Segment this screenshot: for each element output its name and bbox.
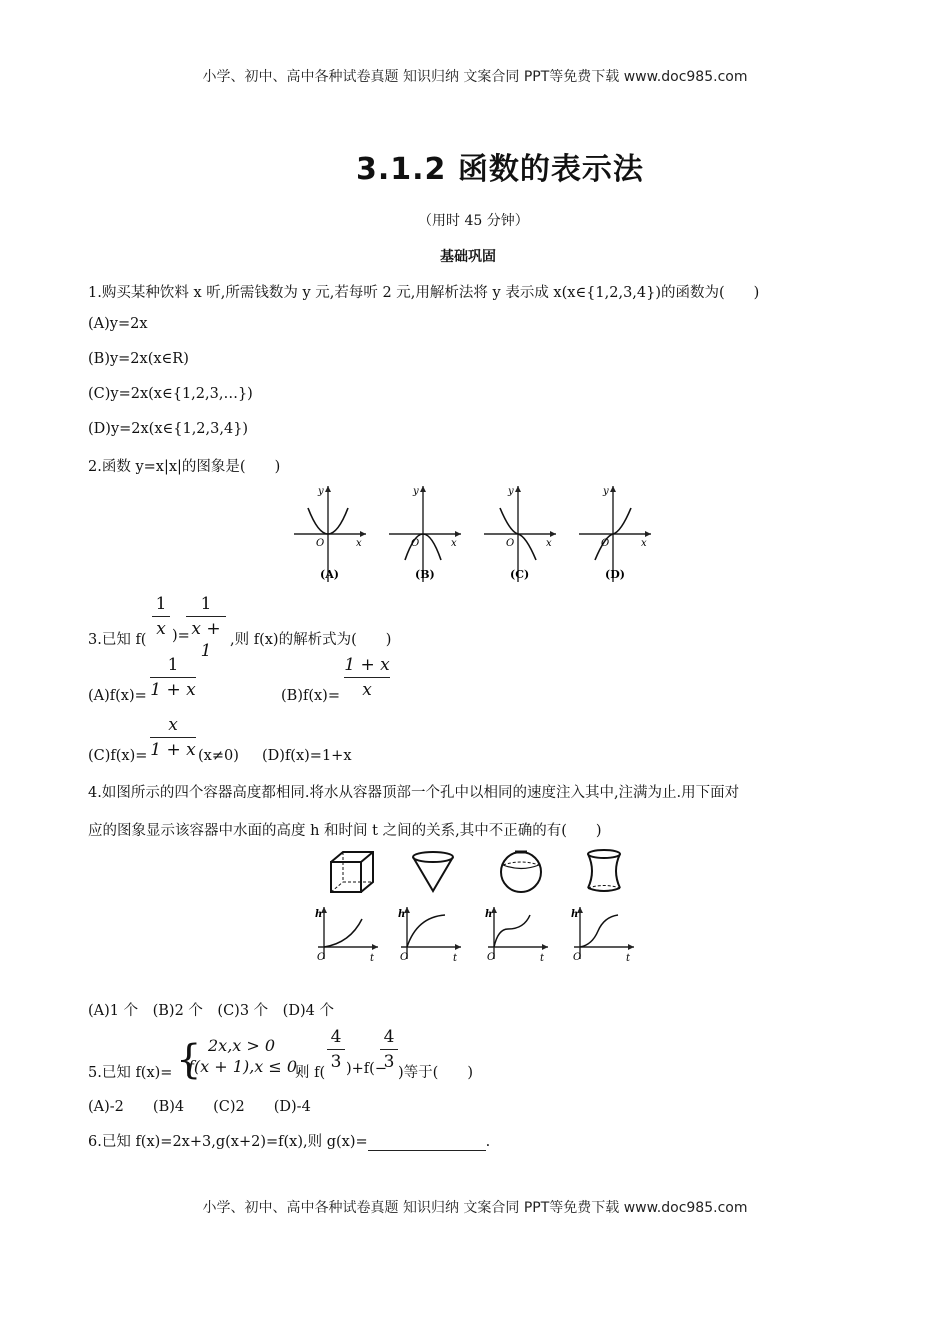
q1-option-d: (D)y=2x(x∈{1,2,3,4}) bbox=[88, 421, 249, 437]
q2-graph-d bbox=[575, 482, 655, 587]
svg-text:x: x bbox=[356, 538, 362, 549]
section-heading: 基础巩固 bbox=[440, 249, 496, 265]
svg-text:O: O bbox=[506, 538, 515, 549]
q3-option-b-prefix: (B)f(x)= bbox=[281, 688, 340, 704]
ht-graph-3 bbox=[484, 905, 552, 965]
svg-text:t: t bbox=[540, 953, 545, 964]
svg-text:h: h bbox=[485, 909, 493, 920]
q3-arg-den: x bbox=[156, 619, 166, 639]
q3-rhs-den: x + 1 bbox=[191, 619, 221, 661]
page-title: 3.1.2 函数的表示法 bbox=[356, 152, 644, 187]
svg-text:y: y bbox=[508, 486, 514, 497]
q5-fraction-1 bbox=[327, 1026, 345, 1073]
svg-text:x: x bbox=[546, 538, 552, 549]
q6-stem: 6.已知 f(x)=2x+3,g(x+2)=f(x),则 g(x)= bbox=[88, 1134, 368, 1150]
q5-fraction-1-den: 3 bbox=[330, 1052, 342, 1072]
svg-text:O: O bbox=[601, 538, 610, 549]
page-footer: 小学、初中、高中各种试卷真题 知识归纳 文案合同 PPT等免费下载 www.doc985.com bbox=[202, 1200, 748, 1216]
q3-arg-fraction bbox=[152, 593, 170, 640]
q5-mid-1: 则 f( bbox=[295, 1065, 326, 1081]
q2-stem: 2.函数 y=x|x|的图象是( ) bbox=[88, 459, 281, 475]
q4-options: (A)1 个 (B)2 个 (C)3 个 (D)4 个 bbox=[88, 1003, 334, 1019]
svg-text:O: O bbox=[317, 952, 326, 963]
svg-text:O: O bbox=[411, 538, 420, 549]
q3-rhs-fraction bbox=[186, 593, 226, 662]
ht-graph-1 bbox=[314, 905, 382, 965]
svg-text:(A): (A) bbox=[320, 568, 339, 581]
svg-text:h: h bbox=[398, 909, 406, 920]
q5-brace: { bbox=[176, 1037, 202, 1083]
q5-fraction-2 bbox=[380, 1026, 398, 1073]
svg-text:t: t bbox=[370, 953, 375, 964]
q6-end: . bbox=[485, 1134, 491, 1150]
svg-text:x: x bbox=[451, 538, 457, 549]
q3-prefix: 3.已知 f( bbox=[88, 632, 147, 648]
q3-option-d: (D)f(x)=1+x bbox=[262, 748, 352, 764]
container-cube bbox=[328, 850, 378, 894]
q3-option-a-den: 1 + x bbox=[150, 680, 196, 700]
q3-option-a-fraction bbox=[150, 654, 196, 701]
svg-text:h: h bbox=[315, 909, 323, 920]
q5-fraction-2-num: 4 bbox=[383, 1027, 395, 1047]
q3-arg-num: 1 bbox=[155, 594, 167, 614]
q5-case-2: f(x + 1),x ≤ 0, bbox=[188, 1057, 303, 1076]
q5-suffix: )等于( ) bbox=[398, 1065, 473, 1081]
svg-text:y: y bbox=[413, 486, 419, 497]
svg-text:t: t bbox=[626, 953, 631, 964]
svg-text:(C): (C) bbox=[510, 568, 530, 581]
q5-fraction-1-num: 4 bbox=[330, 1027, 342, 1047]
q3-option-c-den: 1 + x bbox=[150, 740, 196, 760]
q3-option-c-prefix: (C)f(x)= bbox=[88, 748, 148, 764]
q5-case-1: 2x,x > 0 bbox=[208, 1036, 276, 1055]
container-cone bbox=[410, 850, 456, 894]
svg-text:(B): (B) bbox=[415, 568, 435, 581]
q5-options: (A)-2 (B)4 (C)2 (D)-4 bbox=[88, 1099, 311, 1115]
q3-suffix: ,则 f(x)的解析式为( ) bbox=[230, 632, 392, 648]
q4-stem-line2: 应的图象显示该容器中水面的高度 h 和时间 t 之间的关系,其中不正确的有( ) bbox=[88, 823, 602, 839]
q3-option-b-fraction bbox=[344, 654, 390, 701]
q1-option-a: (A)y=2x bbox=[88, 316, 148, 332]
svg-text:h: h bbox=[571, 909, 579, 920]
q1-option-b: (B)y=2x(x∈R) bbox=[88, 351, 189, 367]
svg-text:y: y bbox=[603, 486, 609, 497]
time-note: （用时 45 分钟） bbox=[418, 213, 529, 229]
q5-prefix: 5.已知 f(x)= bbox=[88, 1065, 173, 1081]
q5-fraction-2-den: 3 bbox=[383, 1052, 395, 1072]
svg-text:y: y bbox=[318, 486, 324, 497]
q2-graph-c bbox=[480, 482, 560, 587]
ht-graph-4 bbox=[570, 905, 638, 965]
q3-rhs-num: 1 bbox=[200, 594, 212, 614]
svg-text:t: t bbox=[453, 953, 458, 964]
svg-text:O: O bbox=[573, 952, 582, 963]
q3-option-c-fraction bbox=[150, 714, 196, 761]
page-header: 小学、初中、高中各种试卷真题 知识归纳 文案合同 PPT等免费下载 www.doc985.com bbox=[202, 69, 748, 85]
svg-text:O: O bbox=[400, 952, 409, 963]
q6-answer-blank bbox=[368, 1136, 486, 1151]
svg-text:O: O bbox=[316, 538, 325, 549]
q2-graph-b bbox=[385, 482, 465, 587]
q1-stem: 1.购买某种饮料 x 听,所需钱数为 y 元,若每听 2 元,用解析法将 y 表示成 x(x∈{1,2,3,4})的函数为( ) bbox=[88, 285, 760, 301]
q6-line bbox=[88, 1130, 490, 1151]
svg-text:(D): (D) bbox=[605, 568, 625, 581]
q3-option-a-prefix: (A)f(x)= bbox=[88, 688, 147, 704]
q3-option-c-num: x bbox=[168, 715, 178, 735]
q3-option-b-den: x bbox=[362, 680, 372, 700]
q5-mid-2: )+f(− bbox=[346, 1061, 387, 1077]
svg-text:x: x bbox=[641, 538, 647, 549]
q4-stem-line1: 4.如图所示的四个容器高度都相同.将水从容器顶部一个孔中以相同的速度注入其中,注满为止.用下面对 bbox=[88, 785, 740, 801]
ht-graph-2 bbox=[397, 905, 465, 965]
q3-option-c-suffix: (x≠0) bbox=[198, 748, 239, 764]
q3-option-a-num: 1 bbox=[167, 655, 179, 675]
container-hourglass bbox=[584, 848, 624, 894]
q1-option-c: (C)y=2x(x∈{1,2,3,…}) bbox=[88, 386, 253, 402]
svg-text:O: O bbox=[487, 952, 496, 963]
q2-graph-a bbox=[290, 482, 370, 587]
container-sphere bbox=[498, 848, 544, 894]
q3-mid: )= bbox=[172, 628, 190, 644]
q3-option-b-num: 1 + x bbox=[344, 655, 390, 675]
